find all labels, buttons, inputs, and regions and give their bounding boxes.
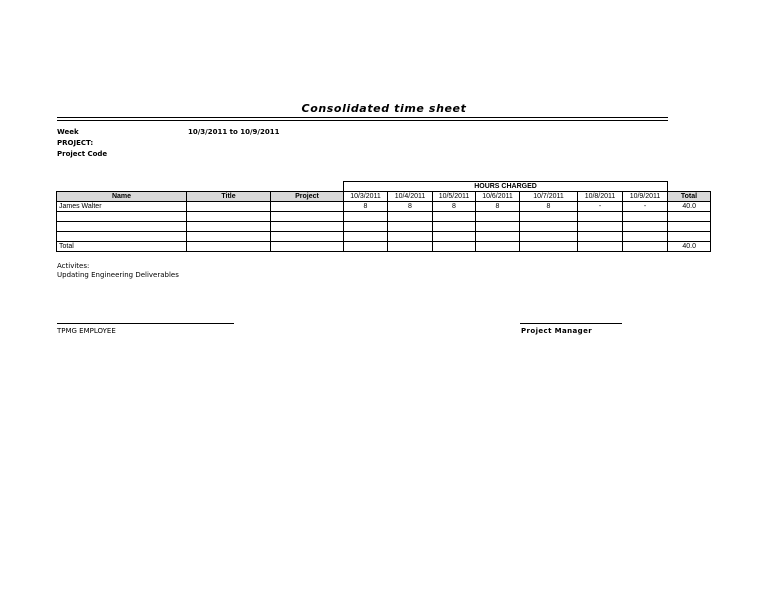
week-value: 10/3/2011 to 10/9/2011 (188, 128, 280, 136)
cell-project (271, 222, 344, 232)
col-project: Project (271, 192, 344, 202)
col-date: 10/8/2011 (578, 192, 623, 202)
cell-hours: 8 (520, 202, 578, 212)
activities-text: Updating Engineering Deliverables (57, 271, 179, 279)
col-date: 10/6/2011 (476, 192, 520, 202)
cell-name: James Walter (57, 202, 187, 212)
table-row (57, 232, 711, 242)
cell-project (271, 212, 344, 222)
hours-charged-header: HOURS CHARGED (344, 182, 668, 192)
table-row (57, 212, 711, 222)
cell-hours (388, 232, 433, 242)
timesheet-table (56, 181, 711, 252)
manager-signature-line (520, 323, 622, 324)
table-row (57, 202, 711, 212)
col-title: Title (187, 192, 271, 202)
cell-hours (520, 212, 578, 222)
cell-name (57, 212, 187, 222)
col-name: Name (57, 192, 187, 202)
project-code-label: Project Code (57, 150, 108, 158)
cell-total (668, 232, 711, 242)
cell-hours (623, 212, 668, 222)
cell-hours (623, 222, 668, 232)
cell-hours (476, 222, 520, 232)
project-label: PROJECT: (57, 139, 94, 147)
table-row (57, 222, 711, 232)
cell-total (668, 212, 711, 222)
cell-hours: 8 (388, 202, 433, 212)
cell-hours: 8 (476, 202, 520, 212)
cell-hours: - (623, 202, 668, 212)
col-date: 10/3/2011 (344, 192, 388, 202)
cell-hours (623, 232, 668, 242)
cell-hours (578, 212, 623, 222)
cell-title (187, 222, 271, 232)
col-date: 10/9/2011 (623, 192, 668, 202)
title-rule-bottom (57, 120, 668, 121)
cell-project (271, 232, 344, 242)
col-date: 10/4/2011 (388, 192, 433, 202)
col-date: 10/5/2011 (433, 192, 476, 202)
total-label: Total (57, 242, 187, 252)
cell-hours (388, 212, 433, 222)
cell-title (187, 212, 271, 222)
cell-hours (344, 232, 388, 242)
week-label: Week (57, 128, 79, 136)
cell-hours: 8 (433, 202, 476, 212)
cell-hours (344, 212, 388, 222)
page-title: Consolidated time sheet (301, 102, 467, 115)
cell-name (57, 222, 187, 232)
cell-hours (344, 222, 388, 232)
cell-title (187, 202, 271, 212)
cell-hours (433, 232, 476, 242)
cell-hours (433, 212, 476, 222)
cell-hours (578, 232, 623, 242)
employee-signature-line (57, 323, 234, 324)
activities-label: Activites: (57, 262, 90, 270)
manager-signature-label: Project Manager (521, 327, 593, 335)
cell-hours: 8 (344, 202, 388, 212)
cell-total: 40.0 (668, 202, 711, 212)
cell-project (271, 202, 344, 212)
cell-hours (433, 222, 476, 232)
col-total: Total (668, 192, 711, 202)
title-rule-top (57, 117, 668, 118)
cell-total (668, 222, 711, 232)
cell-hours (388, 222, 433, 232)
column-header-row (57, 192, 711, 202)
col-date: 10/7/2011 (520, 192, 578, 202)
cell-hours (476, 232, 520, 242)
cell-title (187, 232, 271, 242)
cell-hours (520, 232, 578, 242)
grand-total-value: 40.0 (668, 242, 711, 252)
cell-hours: - (578, 202, 623, 212)
cell-hours (578, 222, 623, 232)
cell-name (57, 232, 187, 242)
cell-hours (520, 222, 578, 232)
total-row (57, 242, 711, 252)
employee-signature-label: TPMG EMPLOYEE (57, 327, 116, 335)
cell-hours (476, 212, 520, 222)
